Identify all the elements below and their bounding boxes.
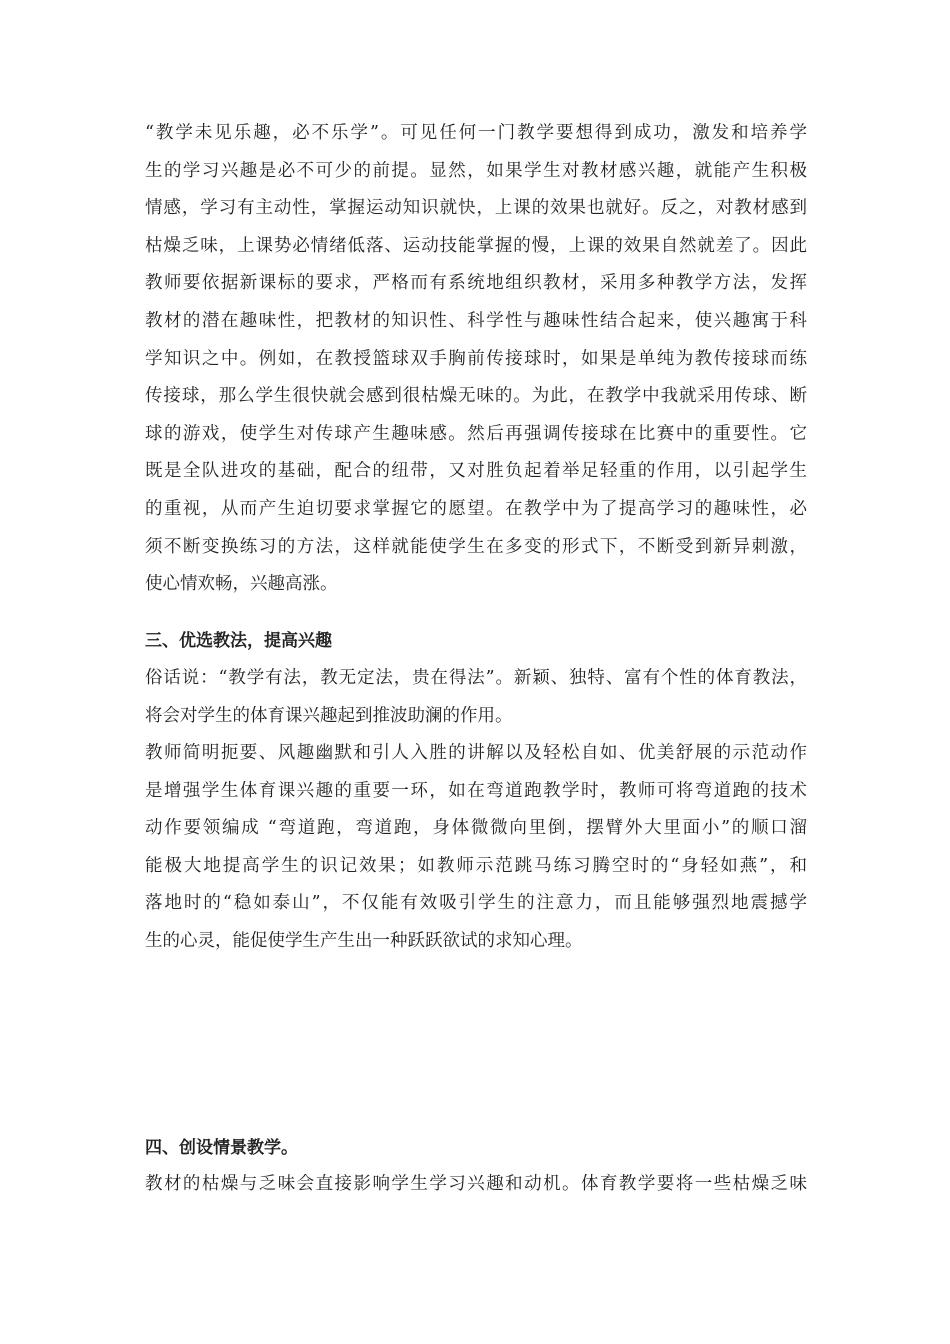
paragraph-teacher-demonstration <box>145 735 807 961</box>
text-line: 的重视，从而产生迫切要求掌握它的愿望。在教学中为了提高学习的趣味性，必 <box>145 498 807 519</box>
text-line: 既是全队进攻的基础，配合的纽带，又对胜负起着举足轻重的作用，以引起学生 <box>145 461 807 482</box>
text-line: 教材的潜在趣味性，把教材的知识性、科学性与趣味性结合起来，使兴趣寓于科 <box>145 310 807 331</box>
text-line: 球的游戏，使学生对传球产生趣味感。然后再强调传接球在比赛中的重要性。它 <box>145 423 807 444</box>
paragraph-interest-importance <box>145 115 807 604</box>
text-line: 是增强学生体育课兴趣的重要一环，如在弯道跑教学时，教师可将弯道跑的技术 <box>145 780 807 801</box>
text-line: 枯燥乏味，上课势必情绪低落、运动技能掌握的慢，上课的效果自然就差了。因此 <box>145 235 807 256</box>
text-line: 学知识之中。例如，在教授篮球双手胸前传接球时，如果是单纯为教传接球而练 <box>145 348 807 369</box>
paragraph-teaching-methods <box>145 660 807 735</box>
text-line: 俗话说：“教学有法，教无定法，贵在得法”。新颖、独特、富有个性的体育教法， <box>145 668 807 688</box>
text-line: 生的心灵，能促使学生产生出一种跃跃欲试的求知心理。 <box>145 930 583 951</box>
text-line: “教学未见乐趣，必不乐学”。可见任何一门教学要想得到成功，激发和培养学 <box>145 123 807 143</box>
text-line: 教材的枯燥与乏味会直接影响学生学习兴趣和动机。体育教学要将一些枯燥乏味 <box>145 1174 807 1194</box>
text-line: 须不断变换练习的方法，这样就能使学生在多变的形式下，不断受到新异刺激， <box>145 536 807 557</box>
paragraph-scenario-teaching <box>145 1166 807 1204</box>
text-line: 教师简明扼要、风趣幽默和引人入胜的讲解以及轻松自如、优美舒展的示范动作 <box>145 743 807 763</box>
text-line: 将会对学生的体育课兴趣起到推波助澜的作用。 <box>145 705 513 726</box>
section-heading-4: 四、创设情景教学。 <box>145 1138 298 1158</box>
text-line: 传接球，那么学生很快就会感到很枯燥无味的。为此，在教学中我就采用传球、断 <box>145 386 807 407</box>
text-line: 生的学习兴趣是必不可少的前提。显然，如果学生对教材感兴趣，就能产生积极 <box>145 160 807 181</box>
text-line: 能极大地提高学生的识记效果；如教师示范跳马练习腾空时的“身轻如燕”，和 <box>145 855 807 876</box>
text-line: 教师要依据新课标的要求，严格而有系统地组织教材，采用多种教学方法，发挥 <box>145 273 807 294</box>
text-line: 使心情欢畅，兴趣高涨。 <box>145 574 338 595</box>
section-heading-3: 三、优选教法，提高兴趣 <box>145 631 332 651</box>
text-line: 情感，学习有主动性，掌握运动知识就快，上课的效果也就好。反之，对教材感到 <box>145 198 807 219</box>
text-line: 落地时的“稳如泰山”，不仅能有效吸引学生的注意力，而且能够强烈地震撼学 <box>145 893 807 914</box>
text-line: 动作要领编成 “弯道跑，弯道跑，身体微微向里倒，摆臂外大里面小”的顺口溜 <box>145 818 807 839</box>
